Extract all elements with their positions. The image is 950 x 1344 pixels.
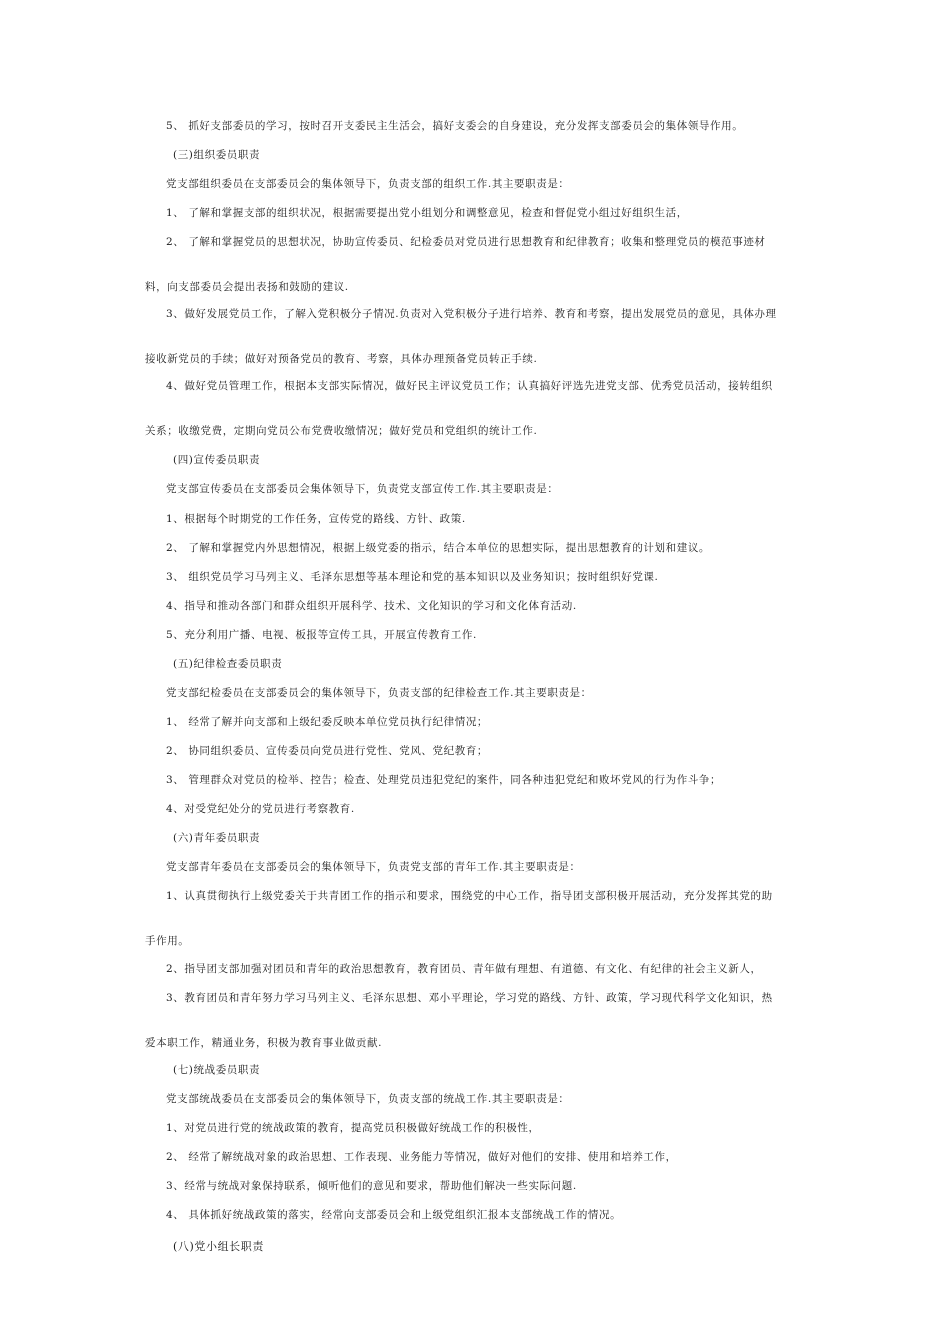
- text-line: 党支部组织委员在支部委员会的集体领导下，负责支部的组织工作.其主要职责是：: [166, 178, 570, 190]
- text-line: 2、 经常了解统战对象的政治思想、工作表现、业务能力等情况，做好对他们的安排、使用和培养工作，: [166, 1151, 677, 1163]
- text-line: 1、根据每个时期党的工作任务，宣传党的路线、方针、政策.: [166, 513, 466, 525]
- text-line: 4、对受党纪处分的党员进行考察教育.: [166, 803, 355, 815]
- text-line: 关系；收缴党费，定期向党员公布党费收缴情况；做好党员和党组织的统计工作.: [145, 425, 538, 437]
- section-heading: (四)宣传委员职责: [173, 454, 261, 466]
- text-line: 2、 了解和掌握党员的思想状况，协助宣传委员、纪检委员对党员进行思想教育和纪律教育；收集和整理党员的模范事迹材: [166, 236, 766, 248]
- text-line: 3、教育团员和青年努力学习马列主义、毛泽东思想、邓小平理论，学习党的路线、方针、政策，学习现代科学文化知识，热: [166, 992, 773, 1004]
- text-line: 1、 经常了解并向支部和上级纪委反映本单位党员执行纪律情况；: [166, 716, 489, 728]
- text-line: 1、 了解和掌握支部的组织状况，根据需要提出党小组划分和调整意见，检查和督促党小组过好组织生活，: [166, 207, 688, 219]
- text-line: 4、 具体抓好统战政策的落实，经常向支部委员会和上级党组织汇报本支部统战工作的情况。: [166, 1209, 622, 1221]
- text-line: 党支部青年委员在支部委员会的集体领导下，负责党支部的青年工作.其主要职责是：: [166, 861, 581, 873]
- section-heading: (六)青年委员职责: [173, 832, 261, 844]
- text-line: 3、做好发展党员工作，了解入党积极分子情况.负责对入党积极分子进行培养、教育和考察，提出发展党员的意见，具体办理: [166, 308, 777, 320]
- text-line: 手作用。: [145, 935, 190, 947]
- text-line: 4、做好党员管理工作，根据本支部实际情况，做好民主评议党员工作；认真搞好评选先进党支部、优秀党员活动，接转组织: [166, 380, 773, 392]
- text-line: 3、 管理群众对党员的检举、控告；检查、处理党员违犯党纪的案件，同各种违犯党纪和败坏党风的行为作斗争；: [166, 774, 722, 786]
- section-heading: (八)党小组长职责: [173, 1240, 264, 1253]
- section-heading: (七)统战委员职责: [173, 1064, 261, 1076]
- text-line: 5、 抓好支部委员的学习，按时召开支委民主生活会，搞好支委会的自身建设，充分发挥支部委员会的集体领导作用。: [166, 120, 744, 132]
- text-line: 5、充分利用广播、电视、板报等宣传工具，开展宣传教育工作.: [166, 629, 477, 641]
- text-line: 2、 协同组织委员、宣传委员向党员进行党性、党风、党纪教育；: [166, 745, 489, 757]
- text-line: 1、对党员进行党的统战政策的教育，提高党员积极做好统战工作的积极性，: [166, 1122, 540, 1134]
- text-line: 党支部宣传委员在支部委员会集体领导下，负责党支部宣传工作.其主要职责是：: [166, 483, 559, 495]
- text-line: 3、经常与统战对象保持联系，倾听他们的意见和要求，帮助他们解决一些实际问题.: [166, 1180, 577, 1192]
- text-line: 2、 了解和掌握党内外思想情况，根据上级党委的指示，结合本单位的思想实际，提出思想教育的计划和建议。: [166, 542, 711, 554]
- text-line: 2、指导团支部加强对团员和青年的政治思想教育，教育团员、青年做有理想、有道德、有文化、有纪律的社会主义新人，: [166, 963, 762, 975]
- section-heading: (五)纪律检查委员职责: [173, 658, 283, 670]
- text-line: 党支部统战委员在支部委员会的集体领导下，负责支部的统战工作.其主要职责是：: [166, 1093, 570, 1105]
- section-heading: (三)组织委员职责: [173, 149, 261, 161]
- text-line: 接收新党员的手续；做好对预备党员的教育、考察，具体办理预备党员转正手续.: [145, 353, 538, 365]
- text-line: 3、 组织党员学习马列主义、毛泽东思想等基本理论和党的基本知识以及业务知识；按时组织好党课.: [166, 571, 659, 583]
- text-line: 党支部纪检委员在支部委员会的集体领导下，负责支部的纪律检查工作.其主要职责是：: [166, 687, 592, 699]
- text-line: 4、指导和推动各部门和群众组织开展科学、技术、文化知识的学习和文化体育活动.: [166, 600, 577, 612]
- text-line: 料，向支部委员会提出表扬和鼓励的建议.: [145, 281, 349, 293]
- text-line: 1、认真贯彻执行上级党委关于共青团工作的指示和要求，围绕党的中心工作，指导团支部积极开展活动，充分发挥其党的助: [166, 890, 773, 902]
- text-line: 爱本职工作，精通业务，积极为教育事业做贡献.: [145, 1037, 383, 1049]
